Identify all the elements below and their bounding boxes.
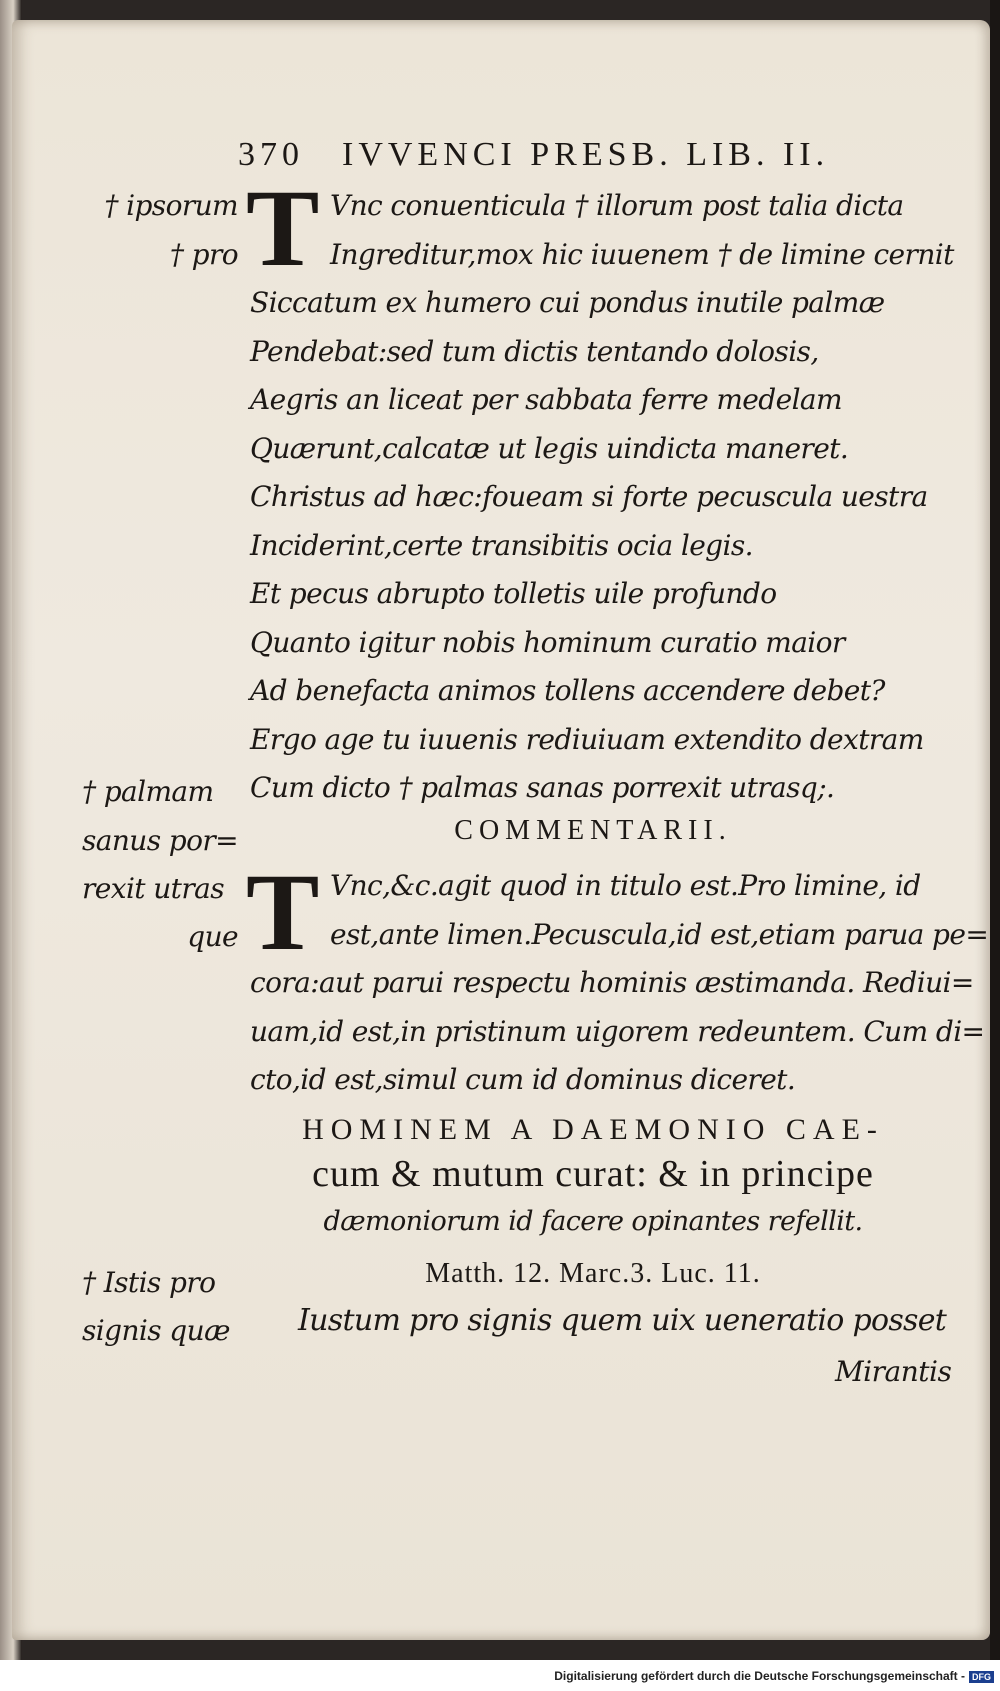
margin-gloss: † ipsorum: [104, 189, 238, 222]
verse-block: [250, 182, 970, 813]
margin-gloss: sanus por=: [82, 824, 239, 857]
verse-line: Cum dicto † palmas sanas porrexit utrasq;.: [250, 771, 835, 804]
section-first-line: Iustum pro signis quem uix ueneratio posset: [298, 1303, 947, 1338]
commentary-line: cora:aut parui respectu hominis æstimanda. Rediui=: [250, 966, 974, 999]
verse-line: Aegris an liceat per sabbata ferre medelam: [250, 383, 842, 416]
verse-line: Christus ad hæc:foueam si forte pecuscula uestra: [250, 480, 928, 513]
verse-line: Ingreditur,mox hic iuuenem † de limine cernit: [330, 237, 954, 271]
commentarii-heading: COMMENTARII.: [454, 815, 732, 846]
margin-gloss: † palmam: [82, 775, 214, 808]
digitization-credit: [554, 1669, 994, 1683]
margin-gloss: signis quæ: [82, 1314, 230, 1347]
verse-line: Et pecus abrupto tolletis uile profundo: [250, 577, 777, 610]
margin-gloss: † pro: [169, 238, 238, 271]
verse-line: Vnc conuenticula † illorum post talia dicta: [330, 189, 904, 222]
section-title-roman: cum & mutum curat: & in principe: [312, 1153, 874, 1195]
section-title-caps: HOMINEM A DAEMONIO CAE-: [302, 1113, 884, 1146]
catchword: Mirantis: [835, 1355, 952, 1388]
commentary-line: Vnc,&c.agit quod in titulo est.Pro limine, id: [330, 869, 921, 902]
verse-line: Inciderint,certe transibitis ocia legis.: [250, 528, 753, 562]
verse-line: Quanto igitur nobis hominum curatio maior: [250, 625, 845, 659]
margin-gloss: † Istis pro: [82, 1266, 216, 1299]
verse-line: Siccatum ex humero cui pondus inutile palmæ: [250, 286, 885, 319]
page-right-edge: [990, 0, 1000, 1660]
verse-line: Ad benefacta animos tollens accendere debet?: [250, 674, 885, 707]
dfg-logo: DFG: [969, 1671, 994, 1683]
commentary-line: est,ante limen.Pecuscula,id est,etiam parua pe=: [330, 917, 989, 951]
running-header: [238, 136, 908, 174]
gospel-references: Matth. 12. Marc.3. Luc. 11.: [425, 1258, 761, 1289]
commentary-dropcap: T: [246, 851, 320, 973]
commentary-line: cto,id est,simul cum id dominus diceret.: [250, 1063, 796, 1096]
section-title-italic: dæmoniorum id facere opinantes refellit.: [323, 1206, 863, 1237]
verse-dropcap: T: [246, 167, 320, 289]
margin-gloss: rexit utras: [82, 872, 224, 905]
verse-line: Quærunt,calcatæ ut legis uindicta maneret.: [250, 431, 849, 465]
digitization-credit-text: Digitalisierung gefördert durch die Deutsche Forschungsgemeinschaft -: [554, 1669, 965, 1683]
margin-gloss: que: [187, 920, 238, 953]
page-number: 370: [238, 136, 304, 173]
commentary-block: [250, 862, 989, 1105]
commentary-line: uam,id est,in pristinum uigorem redeuntem. Cum di=: [250, 1014, 985, 1048]
running-title: IVVENCI PRESB. LIB. II.: [342, 136, 830, 173]
verse-line: Pendebat:sed tum dictis tentando dolosis,: [250, 334, 819, 368]
verse-line: Ergo age tu iuuenis rediuiuam extendito dextram: [250, 722, 924, 756]
